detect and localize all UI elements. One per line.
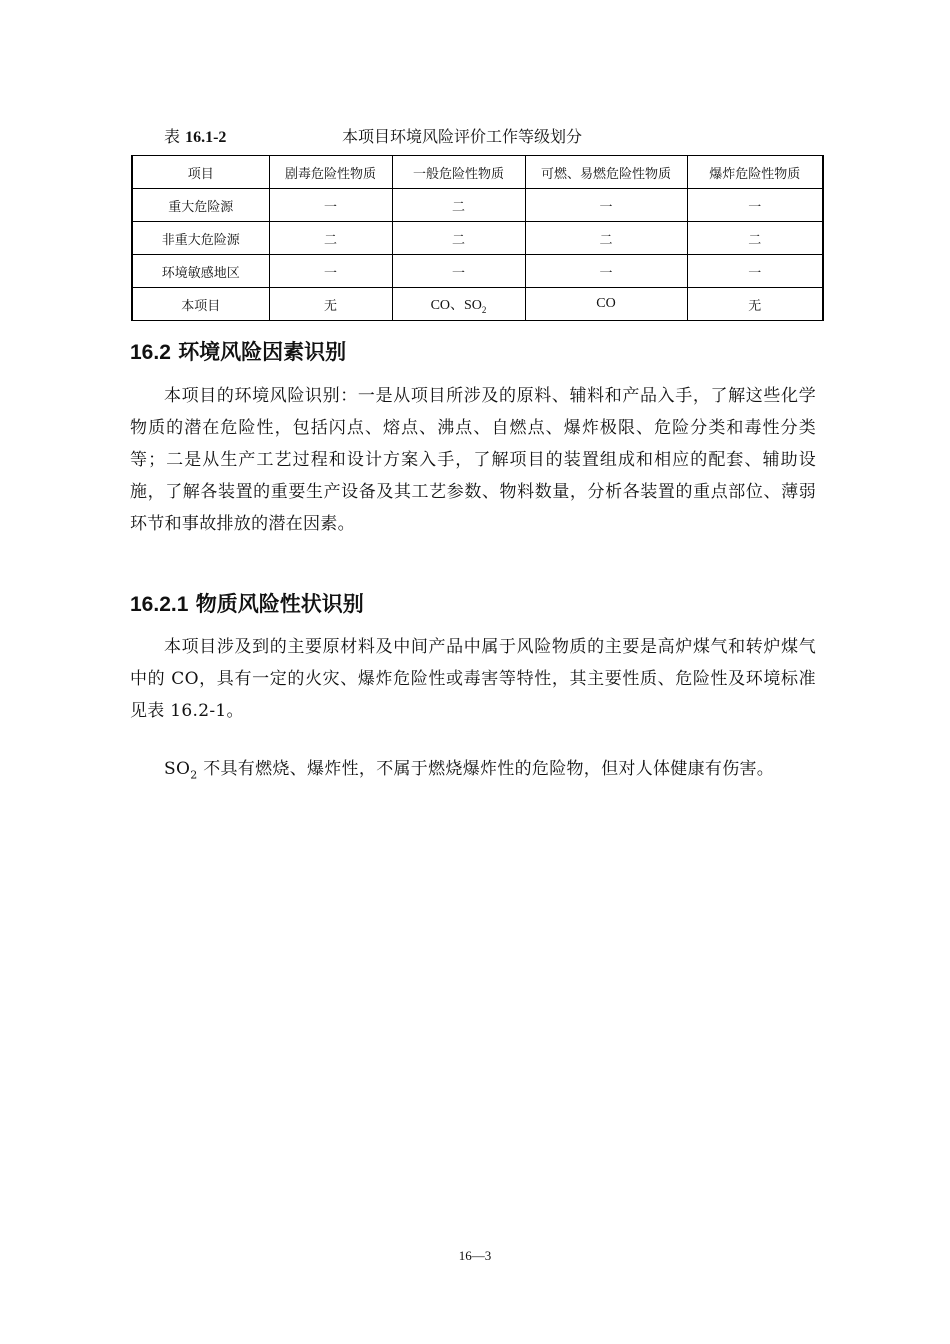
section-heading-16-2 (130, 337, 346, 368)
subscript: 2 (481, 304, 487, 315)
table-cell: CO (525, 288, 687, 321)
table-header-cell: 爆炸危险性物质 (687, 156, 823, 189)
table-row-label: 环境敏感地区 (132, 255, 269, 288)
table-cell: 二 (392, 189, 525, 222)
risk-level-table (131, 155, 824, 321)
table-cell: 二 (392, 222, 525, 255)
section-16-2-1-paragraph: 本项目涉及到的主要原材料及中间产品中属于风险物质的主要是高炉煤气和转炉煤气中的 CO，具有一定的火灾、爆炸危险性或毒害等特性，其主要性质、危险性及环境标准见表 16.2-1。 (130, 637, 816, 721)
table-row (132, 222, 823, 255)
section-16-2-paragraph: 本项目的环境风险识别：一是从项目所涉及的原料、辅料和产品入手，了解这些化学物质的潜在危险性，包括闪点、熔点、沸点、自燃点、爆炸极限、危险分类和毒性分类等；二是从生产工艺过程和设计方案入手，了解项目的装置组成和相应的配套、辅助设施，了解各装置的重要生产设备及其工艺参数、物料数量，分析各装置的重点部位、薄弱环节和事故排放的潜在因素。 (130, 386, 816, 534)
section-number: 16.2.1 (130, 593, 189, 616)
table-cell: 一 (687, 189, 823, 222)
table-row (132, 189, 823, 222)
table-cell: 二 (525, 222, 687, 255)
table-cell: 无 (269, 288, 392, 321)
table-cell: 一 (525, 255, 687, 288)
table-cell: 一 (525, 189, 687, 222)
so2-note-paragraph (130, 753, 816, 791)
table-cell: 一 (392, 255, 525, 288)
table-row-label: 重大危险源 (132, 189, 269, 222)
section-number: 16.2 (130, 341, 171, 364)
table-number: 表 16.1-2 (164, 127, 227, 146)
table-header-cell: 项目 (132, 156, 269, 189)
table-row-label: 非重大危险源 (132, 222, 269, 255)
table-row-label: 本项目 (132, 288, 269, 321)
table-cell-substances (392, 288, 525, 321)
section-title: 物质风险性状识别 (195, 592, 364, 616)
table-cell: 一 (687, 255, 823, 288)
subscript: 2 (190, 768, 198, 782)
section-heading-16-2-1 (130, 589, 364, 620)
table-cell: 二 (269, 222, 392, 255)
substances-text: CO、SO (430, 297, 482, 313)
table-row-project (132, 288, 823, 321)
table-title: 本项目环境风险评价工作等级划分 (342, 127, 583, 146)
page-number: 16—3 (458, 1248, 492, 1263)
table-cell: 一 (269, 255, 392, 288)
table-header-row (132, 156, 823, 189)
table-header-cell: 可燃、易燃危险性物质 (525, 156, 687, 189)
table-cell: 一 (269, 189, 392, 222)
table-cell: 二 (687, 222, 823, 255)
so2-text: SO (164, 759, 191, 779)
table-row (132, 255, 823, 288)
so2-note-text: 不具有燃烧、爆炸性，不属于燃烧爆炸性的危险物，但对人体健康有伤害。 (197, 759, 775, 779)
table-caption (164, 124, 804, 150)
table-cell: 无 (687, 288, 823, 321)
table-header-cell: 一般危险性物质 (392, 156, 525, 189)
section-title: 环境风险因素识别 (178, 340, 347, 364)
table-header-cell: 剧毒危险性物质 (269, 156, 392, 189)
